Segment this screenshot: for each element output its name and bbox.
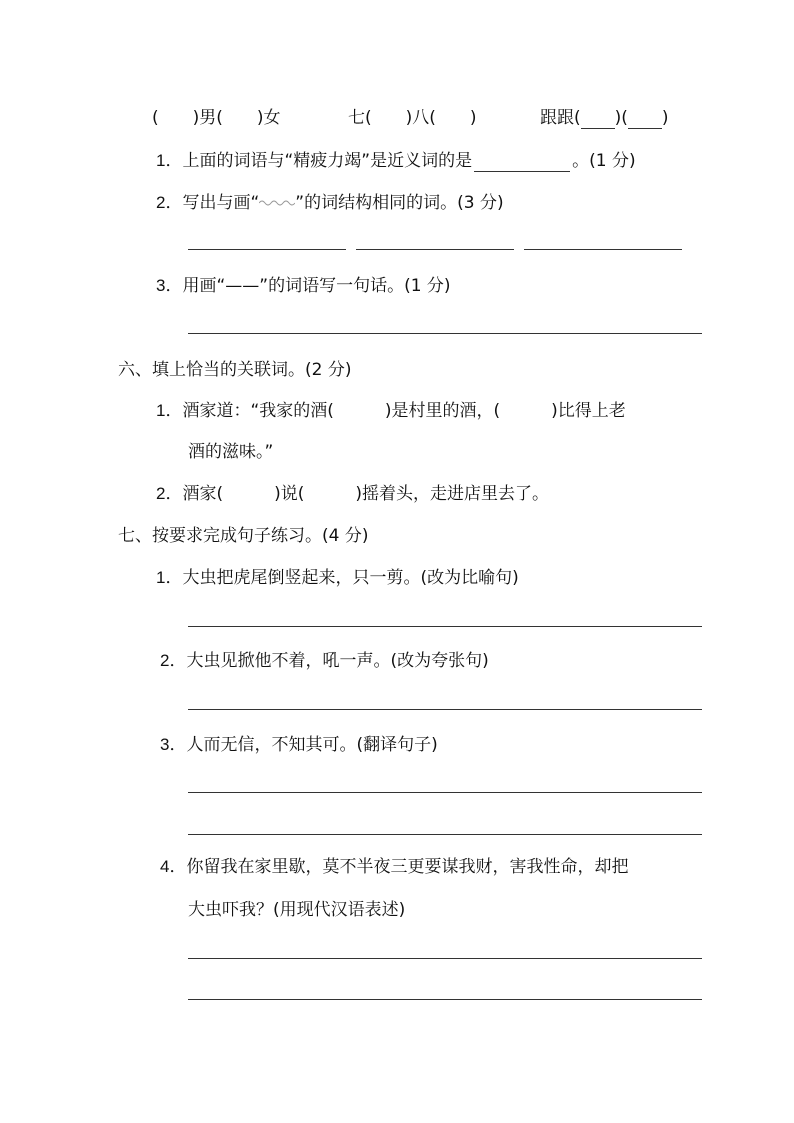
item-text-pre: 写出与画“	[182, 193, 260, 213]
answer-line[interactable]	[188, 999, 702, 1000]
item-text: 大虫把虎尾倒竖起来，只一剪。(改为比喻句)	[182, 568, 519, 588]
item-text-post: ”的词结构相同的词。(3 分)	[295, 193, 504, 213]
item-text: 人而无信，不知其可。(翻译句子)	[186, 735, 438, 755]
answer-line[interactable]	[188, 626, 702, 627]
item-tail: 。(1 分)	[572, 151, 636, 171]
item-number: 4．	[160, 857, 187, 876]
section-title: 六、填上恰当的关联词。(2 分)	[118, 360, 352, 380]
question-item	[160, 734, 438, 756]
item-text-continued: 酒的滋味。”	[188, 442, 274, 462]
item-number: 2．	[160, 651, 187, 670]
item-text: 你留我在家里歇，莫不半夜三更要谋我财，害我性命，却把	[186, 857, 629, 877]
answer-line[interactable]	[188, 792, 702, 793]
item-number: 1．	[156, 151, 183, 170]
item-number: 2．	[156, 193, 183, 212]
answer-line[interactable]	[356, 249, 514, 250]
item-number: 3．	[156, 276, 183, 295]
question-item	[156, 400, 626, 422]
item-text: 用画“——”的词语写一句话。(1 分)	[182, 276, 451, 296]
section-title: 七、按要求完成句子练习。(4 分)	[118, 526, 369, 546]
question-item	[156, 567, 519, 589]
paren-close: )	[661, 108, 669, 128]
blank-group-3	[540, 107, 669, 129]
item-text: 大虫见掀他不着，吼一声。(改为夸张句)	[186, 651, 489, 671]
question-item	[160, 856, 628, 878]
answer-line[interactable]	[188, 709, 702, 710]
blank-group-2: 七( )八( )	[348, 108, 477, 128]
answer-line[interactable]	[188, 958, 702, 959]
paren-mid: )(	[614, 108, 628, 128]
answer-line[interactable]	[188, 834, 702, 835]
question-item	[156, 150, 636, 172]
answer-blank[interactable]	[628, 112, 662, 129]
answer-line[interactable]	[524, 249, 682, 250]
item-text: 酒家道：“我家的酒( )是村里的酒，( )比得上老	[182, 401, 626, 421]
item-number: 1．	[156, 568, 183, 587]
question-item	[156, 275, 451, 297]
item-number: 2．	[156, 484, 183, 503]
item-text-continued: 大虫吓我？(用现代汉语表述)	[188, 900, 406, 920]
blank-group-1: ( )男( )女	[152, 108, 281, 128]
wavy-underline-icon	[259, 198, 295, 208]
item-number: 1．	[156, 401, 183, 420]
question-item	[160, 650, 489, 672]
question-item	[156, 192, 504, 214]
item-text: 酒家( )说( )摇着头，走进店里去了。	[182, 484, 549, 504]
answer-line[interactable]	[188, 249, 346, 250]
answer-blank[interactable]	[474, 155, 570, 172]
paren-open: (	[574, 108, 581, 128]
question-item	[156, 483, 549, 505]
answer-blank[interactable]	[581, 112, 615, 129]
answer-line[interactable]	[188, 333, 702, 334]
item-text: 上面的词语与“精疲力竭”是近义词的是	[182, 151, 473, 171]
item-number: 3．	[160, 735, 187, 754]
blank-group-3-prefix: 跟跟	[540, 108, 574, 128]
